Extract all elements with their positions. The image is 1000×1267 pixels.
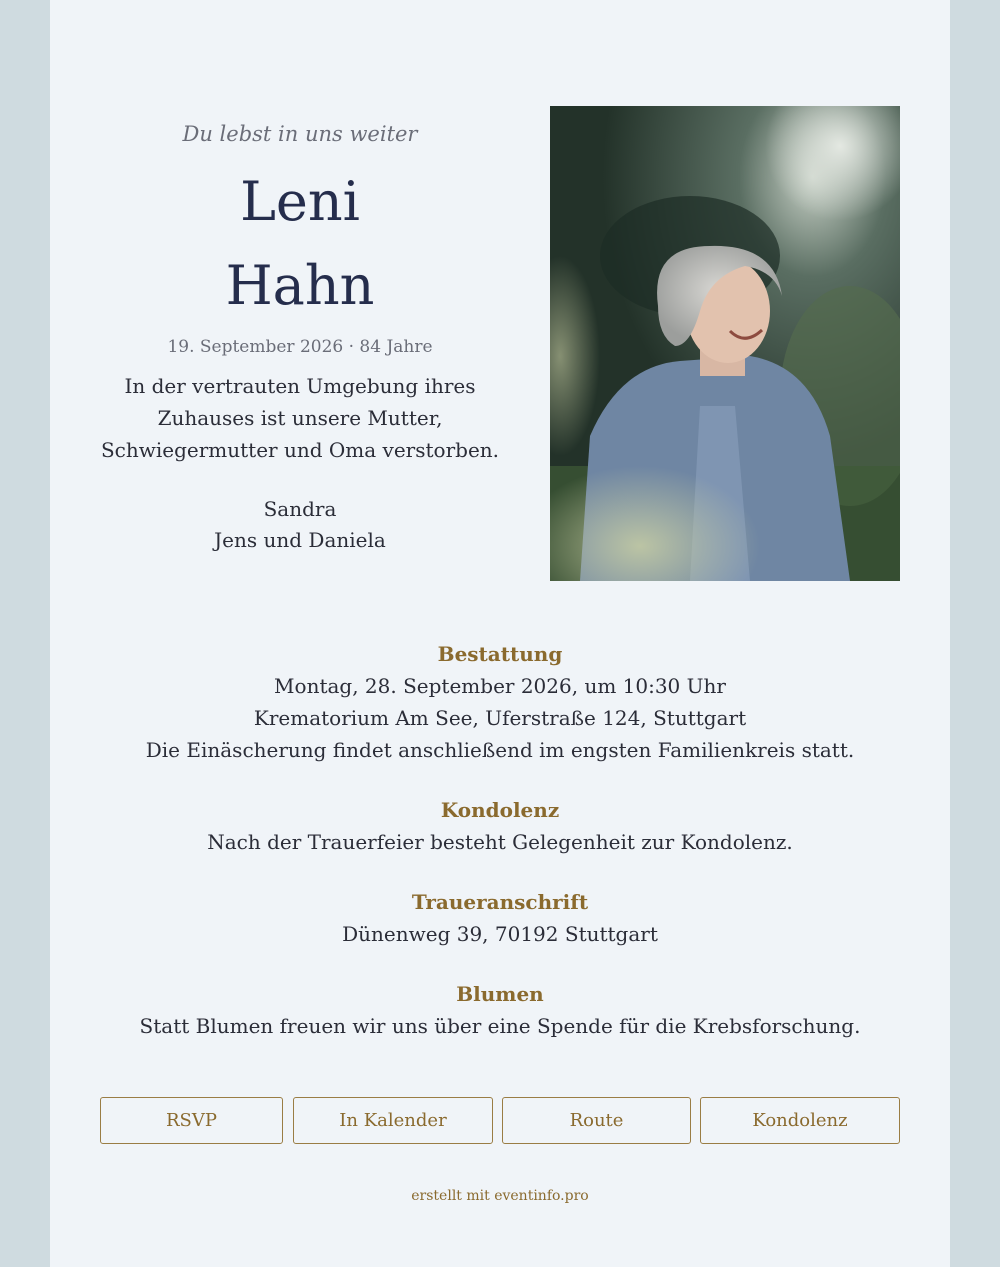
section-line: Dünenweg 39, 70192 Stuttgart [342, 922, 658, 946]
section-line: Montag, 28. September 2026, um 10:30 Uhr [274, 674, 726, 698]
section-title: Traueranschrift [411, 890, 589, 914]
motto: Du lebst in uns weiter [182, 122, 418, 146]
rsvp-button[interactable]: RSVP [100, 1097, 283, 1144]
section-line: Statt Blumen freuen wir uns über eine Spende für die Krebsforschung. [139, 1014, 861, 1038]
signer: Sandra [263, 497, 337, 521]
deceased-name [100, 160, 500, 328]
section-line: Krematorium Am See, Uferstraße 124, Stuttgart [253, 706, 747, 730]
signer: Jens und Daniela [214, 528, 386, 552]
announcement-line: Schwiegermutter und Oma verstorben. [100, 438, 500, 462]
intro-block [100, 118, 500, 556]
first-name: Leni [240, 170, 360, 233]
section-title: Bestattung [437, 642, 563, 666]
announcement-line: In der vertrauten Umgebung ihres [124, 374, 476, 398]
section-bestattung [100, 638, 900, 766]
section-line: Die Einäscherung findet anschließend im engsten Familienkreis statt. [145, 738, 855, 762]
signers [100, 494, 500, 556]
event-details [100, 638, 900, 1070]
section-line: Nach der Trauerfeier besteht Gelegenheit zur Kondolenz. [207, 830, 793, 854]
section-blumen [100, 978, 900, 1042]
section-title: Kondolenz [440, 798, 560, 822]
announcement-line: Zuhauses ist unsere Mutter, [157, 406, 443, 430]
obituary-card [50, 0, 950, 1267]
portrait-photo [550, 106, 900, 581]
section-traueranschrift [100, 886, 900, 950]
action-buttons [100, 1097, 900, 1144]
route-button[interactable]: Route [502, 1097, 691, 1144]
footer-credit[interactable]: erstellt mit eventinfo.pro [411, 1188, 589, 1204]
section-title: Blumen [456, 982, 544, 1006]
last-name: Hahn [225, 254, 375, 317]
announcement-text [100, 370, 500, 466]
add-to-calendar-button[interactable]: In Kalender [293, 1097, 493, 1144]
date-line: 19. September 2026 · 84 Jahre [167, 337, 433, 357]
condolence-button[interactable]: Kondolenz [700, 1097, 900, 1144]
section-kondolenz [100, 794, 900, 858]
